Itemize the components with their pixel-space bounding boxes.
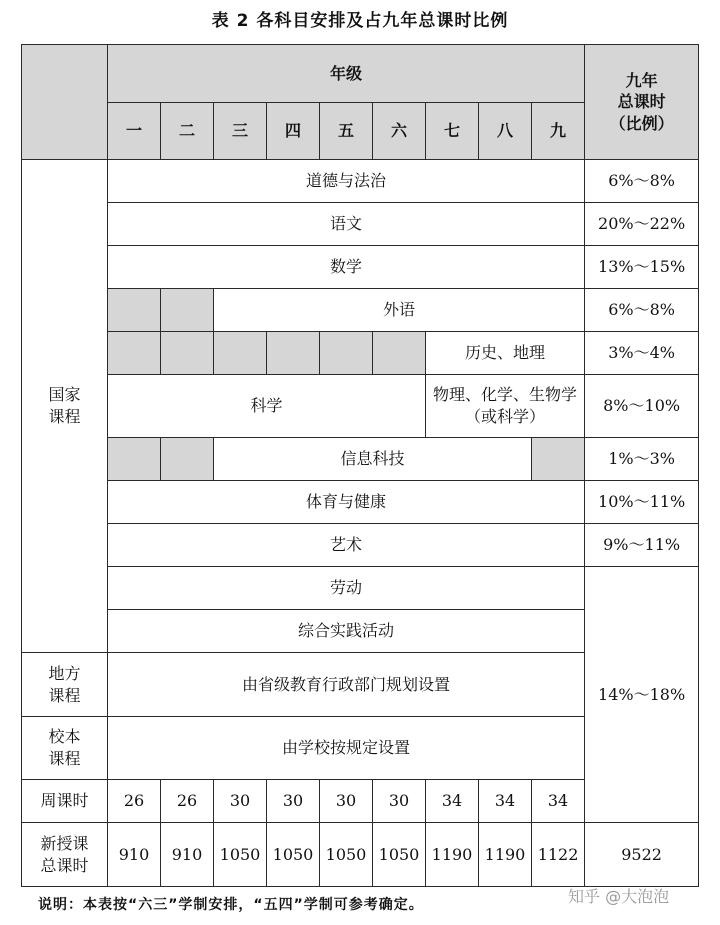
table-row bbox=[22, 375, 699, 438]
grade-2: 二 bbox=[161, 103, 214, 160]
empty-cell bbox=[532, 438, 585, 481]
empty-cell bbox=[108, 438, 161, 481]
weekly-hours-value: 34 bbox=[479, 780, 532, 823]
total-nine-year-hours: 9522 bbox=[585, 823, 699, 887]
empty-cell bbox=[214, 332, 267, 375]
subject-it: 信息科技 bbox=[214, 438, 532, 481]
weekly-hours-value: 34 bbox=[426, 780, 479, 823]
empty-cell bbox=[108, 332, 161, 375]
ratio-morality: 6%～8% bbox=[585, 160, 699, 203]
table-row bbox=[22, 438, 699, 481]
ratio-science: 8%～10% bbox=[585, 375, 699, 438]
table-title: 表 2 各科目安排及占九年总课时比例 bbox=[211, 11, 509, 31]
table-row bbox=[22, 481, 699, 524]
grade-7: 七 bbox=[426, 103, 479, 160]
school-course-text: 由学校按规定设置 bbox=[108, 717, 585, 780]
ratio-history-geography: 3%～4% bbox=[585, 332, 699, 375]
grade-5: 五 bbox=[320, 103, 373, 160]
grade-3: 三 bbox=[214, 103, 267, 160]
table-row bbox=[22, 524, 699, 567]
subject-science-upper: 物理、化学、生物学（或科学） bbox=[426, 375, 585, 438]
table-row bbox=[22, 246, 699, 289]
header-corner bbox=[22, 45, 108, 160]
local-course-text: 由省级教育行政部门规划设置 bbox=[108, 653, 585, 717]
weekly-hours-value: 26 bbox=[108, 780, 161, 823]
total-new-hours-value: 1190 bbox=[479, 823, 532, 887]
weekly-hours-value: 26 bbox=[161, 780, 214, 823]
total-new-hours-value: 1122 bbox=[532, 823, 585, 887]
total-new-hours-value: 1050 bbox=[320, 823, 373, 887]
table-row bbox=[22, 567, 699, 610]
grade-1: 一 bbox=[108, 103, 161, 160]
ratio-arts: 9%～11% bbox=[585, 524, 699, 567]
weekly-hours-value: 34 bbox=[532, 780, 585, 823]
total-new-hours-value: 1050 bbox=[214, 823, 267, 887]
subject-math: 数学 bbox=[108, 246, 585, 289]
ratio-math: 13%～15% bbox=[585, 246, 699, 289]
empty-cell bbox=[108, 289, 161, 332]
grade-header: 年级 bbox=[108, 45, 585, 103]
subject-pe: 体育与健康 bbox=[108, 481, 585, 524]
subject-chinese: 语文 bbox=[108, 203, 585, 246]
table-row bbox=[22, 160, 699, 203]
ratio-foreign: 6%～8% bbox=[585, 289, 699, 332]
course-table bbox=[21, 44, 699, 887]
ratio-pe: 10%～11% bbox=[585, 481, 699, 524]
grade-6: 六 bbox=[373, 103, 426, 160]
empty-cell bbox=[373, 332, 426, 375]
empty-cell bbox=[161, 289, 214, 332]
header-row-grade bbox=[22, 45, 699, 103]
table-row bbox=[22, 332, 699, 375]
empty-cell bbox=[267, 332, 320, 375]
table-note: 说明：本表按“六三”学制安排，“五四”学制可参考确定。 bbox=[38, 897, 424, 913]
total-new-hours-value: 910 bbox=[161, 823, 214, 887]
table-row bbox=[22, 203, 699, 246]
total-hours-header: 九年 总课时 （比例） bbox=[585, 45, 699, 160]
subject-foreign: 外语 bbox=[214, 289, 585, 332]
school-course-label: 校本 课程 bbox=[22, 717, 108, 780]
local-course-label: 地方 课程 bbox=[22, 653, 108, 717]
subject-morality: 道德与法治 bbox=[108, 160, 585, 203]
watermark: 知乎 @大泡泡 bbox=[568, 887, 670, 906]
total-new-hours-value: 1050 bbox=[373, 823, 426, 887]
table-row bbox=[22, 823, 699, 887]
total-new-hours-value: 910 bbox=[108, 823, 161, 887]
empty-cell bbox=[161, 438, 214, 481]
subject-arts: 艺术 bbox=[108, 524, 585, 567]
weekly-hours-value: 30 bbox=[214, 780, 267, 823]
ratio-combined: 14%～18% bbox=[585, 567, 699, 823]
national-course-label: 国家 课程 bbox=[22, 160, 108, 653]
empty-cell bbox=[320, 332, 373, 375]
subject-science: 科学 bbox=[108, 375, 426, 438]
ratio-it: 1%～3% bbox=[585, 438, 699, 481]
grade-9: 九 bbox=[532, 103, 585, 160]
total-new-hours-value: 1190 bbox=[426, 823, 479, 887]
empty-cell bbox=[161, 332, 214, 375]
weekly-hours-value: 30 bbox=[373, 780, 426, 823]
weekly-hours-value: 30 bbox=[267, 780, 320, 823]
total-new-hours-label: 新授课 总课时 bbox=[22, 823, 108, 887]
subject-practice: 综合实践活动 bbox=[108, 610, 585, 653]
grade-8: 八 bbox=[479, 103, 532, 160]
weekly-hours-value: 30 bbox=[320, 780, 373, 823]
total-new-hours-value: 1050 bbox=[267, 823, 320, 887]
table-row bbox=[22, 289, 699, 332]
ratio-chinese: 20%～22% bbox=[585, 203, 699, 246]
subject-labor: 劳动 bbox=[108, 567, 585, 610]
subject-history-geography: 历史、地理 bbox=[426, 332, 585, 375]
grade-4: 四 bbox=[267, 103, 320, 160]
weekly-hours-label: 周课时 bbox=[22, 780, 108, 823]
